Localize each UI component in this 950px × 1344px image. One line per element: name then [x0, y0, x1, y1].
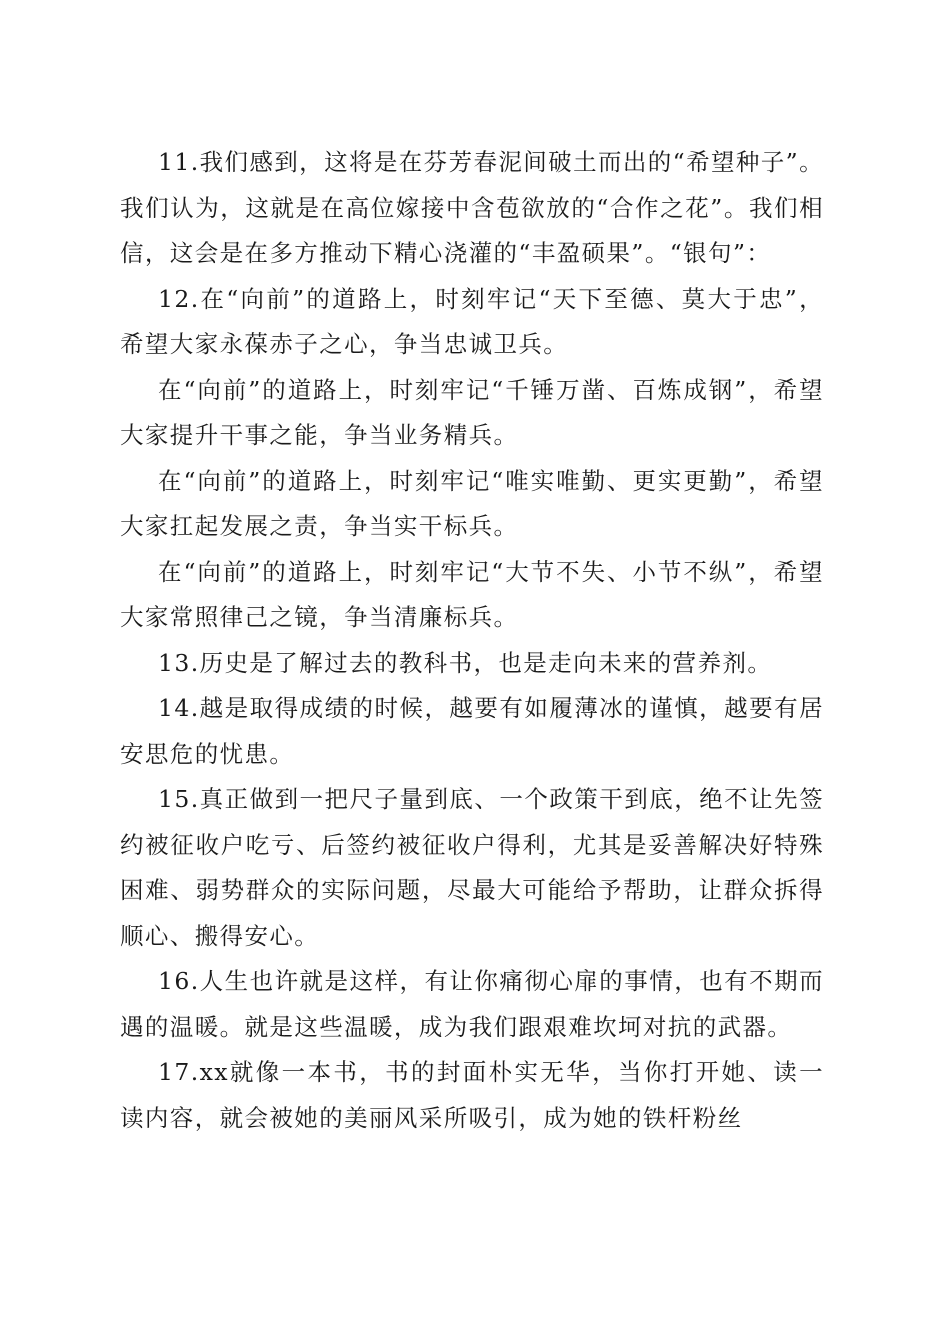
- paragraph-17: 17.xx就像一本书，书的封面朴实无华，当你打开她、读一读内容，就会被她的美丽风采所吸引，成为她的铁杆粉丝: [120, 1058, 824, 1132]
- paragraph-16: 16.人生也许就是这样，有让你痛彻心扉的事情，也有不期而遇的温暖。就是这些温暖，成为我们跟艰难坎坷对抗的武器。: [120, 967, 824, 1041]
- paragraph-13: 13.历史是了解过去的教科书，也是走向未来的营养剂。: [158, 648, 773, 677]
- paragraph-14: 14.越是取得成绩的时候，越要有如履薄冰的谨慎，越要有居安思危的忧患。: [120, 694, 824, 768]
- paragraph-12: 12.在“向前”的道路上，时刻牢记“天下至德、莫大于忠”，希望大家永葆赤子之心，争当忠诚卫兵。: [120, 284, 824, 358]
- document-body: [120, 140, 824, 1141]
- paragraph-12-d: 在“向前”的道路上，时刻牢记“大节不失、小节不纵”，希望大家常照律己之镜，争当清廉标兵。: [120, 557, 824, 631]
- paragraph-12-b: 在“向前”的道路上，时刻牢记“千锤万凿、百炼成钢”，希望大家提升干事之能，争当业务精兵。: [120, 375, 824, 449]
- paragraph-11: 11.我们感到，这将是在芬芳春泥间破土而出的“希望种子”。我们认为，这就是在高位嫁接中含苞欲放的“合作之花”。我们相信，这会是在多方推动下精心浇灌的“丰盈硕果”。“银句”：: [120, 148, 824, 267]
- paragraph-12-c: 在“向前”的道路上，时刻牢记“唯实唯勤、更实更勤”，希望大家扛起发展之责，争当实干标兵。: [120, 466, 824, 540]
- paragraph-15: 15.真正做到一把尺子量到底、一个政策干到底，绝不让先签约被征收户吃亏、后签约被征收户得利，尤其是妥善解决好特殊困难、弱势群众的实际问题，尽最大可能给予帮助，让群众拆得顺心、搬得安心。: [120, 785, 824, 950]
